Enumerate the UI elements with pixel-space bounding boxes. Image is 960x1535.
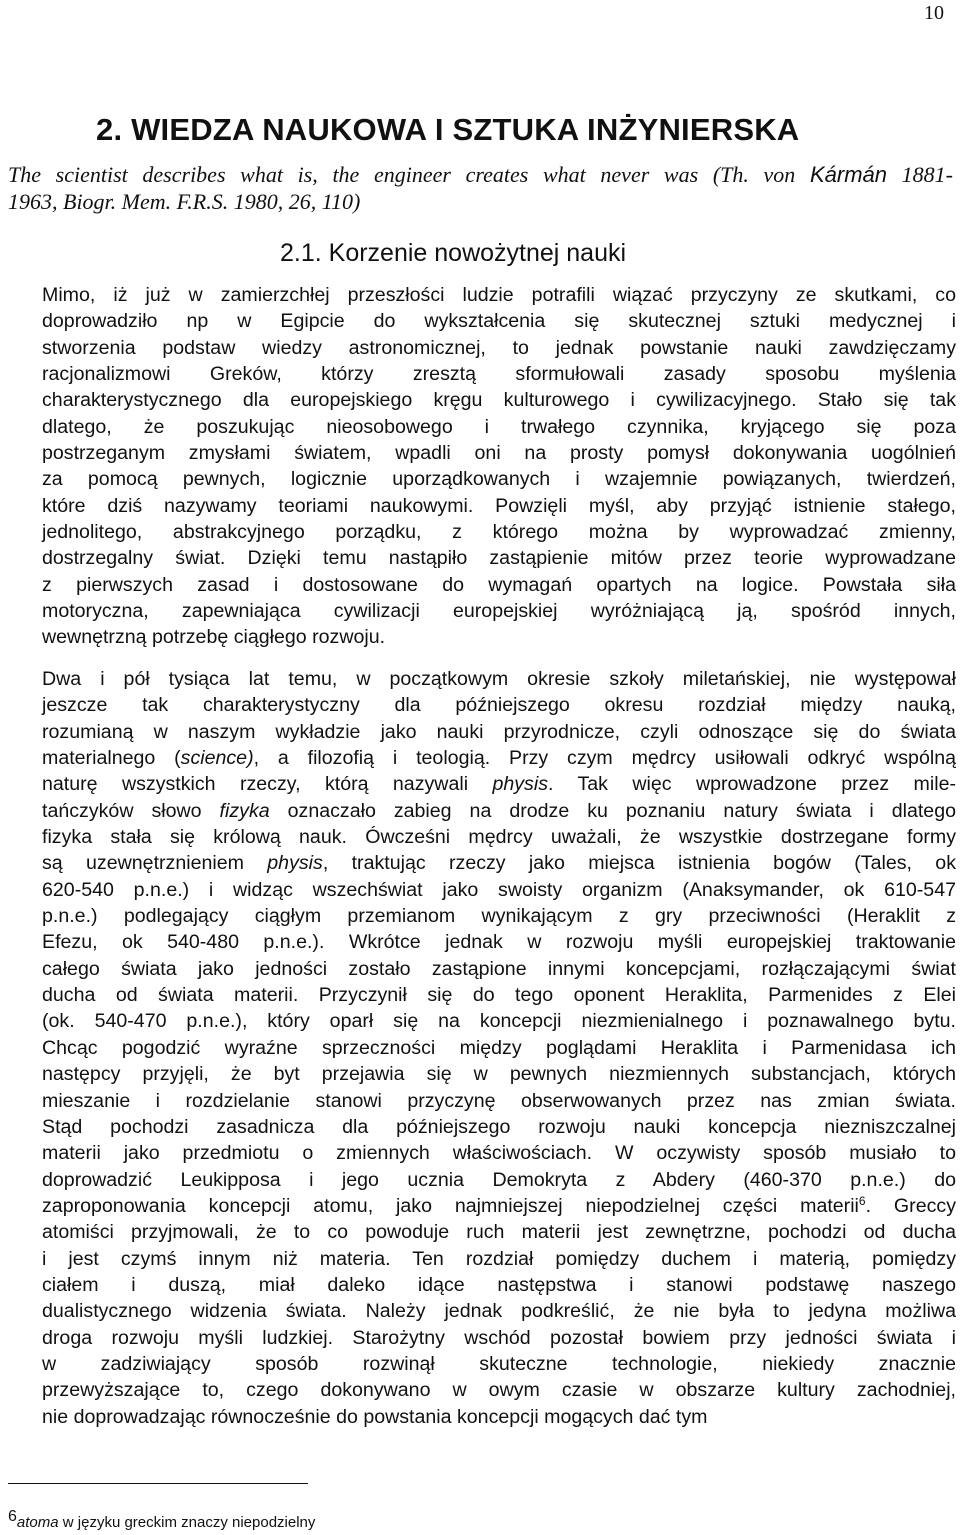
text-line: fizyka stała się królową nauk. Ówcześni mędrcy uważali, że wszystkie dostrzegane formy (42, 826, 956, 849)
text-line: Efezu, ok 540-480 p.n.e.). Wkrótce jednak w rozwoju myśli europejskiej traktowanie (42, 931, 956, 954)
footnote-separator (8, 1483, 308, 1484)
text-line: Mimo, iż już w zamierzchłej przeszłości ludzie potrafili wiązać przyczyny ze skutkami, co (42, 284, 956, 306)
footnote (8, 1508, 315, 1531)
text-line: które dziś nazywamy teoriami naukowymi. Powzięli myśl, aby przyjąć istnienie stałego, (42, 494, 956, 517)
chapter-heading: 2. WIEDZA NAUKOWA I SZTUKA INŻYNIERSKA (96, 112, 800, 147)
text-line: stworzenia podstaw wiedzy astronomicznej, to jednak powstanie nauki zawdzięczamy (42, 336, 956, 359)
text-line: zaproponowania koncepcji atomu, jako najmniejszej niepodzielnej części materii$^6$. Greccy (42, 1193, 956, 1217)
text-line: są uzewnętrznieniem physis, traktując rzeczy jako miejsca istnienia bogów (Tales, ok (42, 852, 956, 875)
text-line: atomiści przyjmowali, że to co powoduje ruch materii jest zewnętrzne, pochodzi od ducha (42, 1221, 956, 1244)
motto (8, 161, 953, 215)
text-line: mieszanie i rozdzielanie stanowi przyczynę obserwowanych przez nas zmian świata. (42, 1089, 956, 1112)
text-line: w zadziwiający sposób rozwinął skuteczne technologie, niekiedy znacznie (42, 1352, 956, 1375)
text-line: następcy przyjęli, że byt przejawia się w pewnych niezmiennych substancjach, których (42, 1063, 956, 1086)
page-number: 10 (924, 2, 944, 24)
text-line: materialnego (science), a filozofią i teologią. Przy czym mędrcy usiłowali odkryć wspólną (42, 747, 956, 770)
text-line: p.n.e.) podlegający ciągłym przemianom wynikającym z gry przeciwności (Heraklit z (42, 905, 956, 928)
text-line: motoryczna, zapewniająca cywilizacji europejskiej wyróżniającą ją, spośród innych, (42, 600, 956, 623)
text-line: doprowadziło np w Egipcie do wykształcenia się skutecznej sztuki medycznej i (42, 310, 956, 333)
text-line: Chcąc pogodzić wyraźne sprzeczności między poglądami Heraklita i Parmenidasa ich (42, 1036, 956, 1059)
paragraph-1 (42, 282, 956, 651)
text-line: Dwa i pół tysiąca lat temu, w początkowym okresie szkoły miletańskiej, nie występował (42, 668, 956, 690)
text-line: jednolitego, abstrakcyjnego porządku, z którego można by wyprowadzać zmienny, (42, 521, 956, 544)
text-line: doprowadzić Leukipposa i jego ucznia Demokryta z Abdery (460-370 p.n.e.) do (42, 1168, 956, 1191)
text-line: przewyższające to, czego dokonywano w owym czasie w obszarze kultury zachodniej, (42, 1379, 956, 1402)
motto-line-2: 1963, Biogr. Mem. F.R.S. 1980, 26, 110) (8, 189, 361, 214)
text-line: (ok. 540-470 p.n.e.), który oparł się na koncepcji niezmienialnego i poznawalnego bytu. (42, 1010, 956, 1033)
footnote-reference[interactable]: 6 (858, 1193, 866, 1208)
text-line: i jest czymś innym niż materia. Ten rozdział pomiędzy duchem i materią, pomiędzy (42, 1247, 956, 1270)
text-line: postrzeganym zmysłami światem, wpadli oni na prosty pomysł dokonywania uogólnień (42, 442, 956, 465)
footnote-text: w języku greckim znaczy niepodzielny (58, 1514, 316, 1531)
text-line: Stąd pochodzi zasadnicza dla późniejszego rozwoju nauki koncepcja niezniszczalnej (42, 1115, 956, 1138)
text-line: za pomocą pewnych, logicznie uporządkowanych i wzajemnie powiązanych, twierdzeń, (42, 468, 956, 491)
text-line: materii jako przedmiotu o zmiennych właściwościach. W oczywisty sposób musiało to (42, 1142, 956, 1165)
motto-line-1: The scientist describes what is, the engineer creates what never was (Th. von Kármán 1881- (8, 162, 953, 187)
paragraph-2 (42, 666, 956, 1430)
text-line: dlatego, że poszukując nieosobowego i trwałego czynnika, kryjącego się poza (42, 415, 956, 438)
text-line: 620-540 p.n.e.) i widząc wszechświat jako swoisty organizm (Anaksymander, ok 610-547 (42, 878, 956, 901)
text-line: rozumianą w naszym wykładzie jako nauki przyrodnicze, czyli odnoszące się do świata (42, 720, 956, 743)
footnote-term: atoma (16, 1514, 59, 1531)
text-line: racjonalizmowi Greków, którzy zresztą sformułowali zasady sposobu myślenia (42, 363, 956, 386)
text-line: nie doprowadzając równocześnie do powstania koncepcji mogących dać tym (42, 1405, 708, 1428)
text-line: wewnętrzną potrzebę ciągłego rozwoju. (42, 626, 386, 649)
text-line: całego świata jako jedności zostało zastąpione innymi koncepcjami, rozłączającymi świat (42, 957, 956, 980)
text-line: z pierwszych zasad i dostosowane do wymagań opartych na logice. Powstała siła (42, 573, 956, 596)
text-line: jeszcze tak charakterystyczny dla późniejszego okresu rozdział między nauką, (42, 694, 956, 717)
text-line: ducha od świata materii. Przyczynił się do tego oponent Heraklita, Parmenides z Elei (42, 984, 956, 1007)
text-line: droga rozwoju myśli ludzkiej. Starożytny wschód pozostał bowiem przy jedności świata i (42, 1326, 956, 1349)
text-line: dualistycznego widzenia świata. Należy jednak podkreślić, że nie była to jedyna możliwa (42, 1300, 956, 1323)
text-line: tańczyków słowo fizyka oznaczało zabieg na drodze ku poznaniu natury świata i dlatego (42, 799, 956, 822)
text-line: dostrzegalny świat. Dzięki temu nastąpiło zastąpienie mitów przez teorie wyprowadzane (42, 547, 956, 570)
text-line: ciałem i duszą, miał daleko idące następstwa i stanowi podstawę naszego (42, 1273, 956, 1296)
section-heading: 2.1. Korzenie nowożytnej nauki (280, 239, 627, 267)
text-line: charakterystycznego dla europejskiego kręgu kulturowego i cywilizacyjnego. Stało się tak (42, 389, 956, 412)
footnote-number: 6 (8, 1508, 17, 1525)
text-line: naturę wszystkich rzeczy, którą nazywali physis. Tak więc wprowadzone przez mile- (42, 773, 957, 796)
